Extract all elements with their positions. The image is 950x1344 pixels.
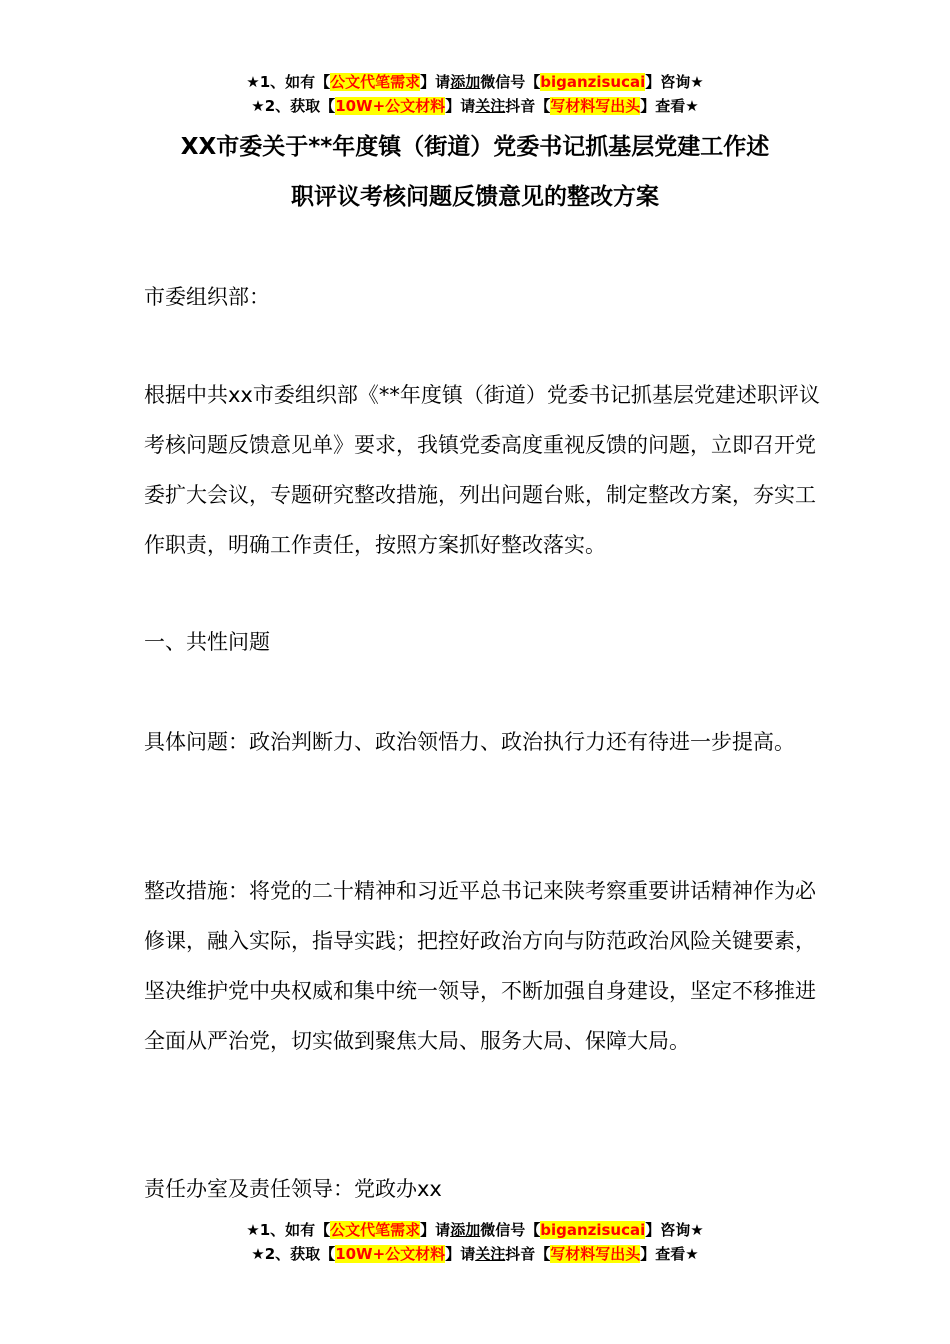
promo-highlight: biganzisucai [540, 73, 646, 91]
measures-paragraph: 整改措施：将党的二十精神和习近平总书记来陕考察重要讲话精神作为必修课，融入实际，指导实践；把控好政治方向与防范政治风险关键要素，坚决维护党中央权威和集中统一领导，不断加强自身建设，坚定不移推进全面从严治党，切实做到聚焦大局、服务大局、保障大局。 [144, 879, 816, 1053]
promo-emphasis: 关注 [475, 97, 506, 115]
intro-paragraph: 根据中共xx市委组织部《**年度镇（街道）党委书记抓基层党建述职评议考核问题反馈意见单》要求，我镇党委高度重视反馈的问题，立即召开党委扩大会议，专题研究整改措施，列出问题台账，制定整改方案，夯实工作职责，明确工作责任，按照方案抓好整改落实。 [144, 383, 820, 557]
promo-emphasis: 关注 [475, 1245, 506, 1263]
promo-text: 】请 [420, 1221, 451, 1239]
promo-banner-bottom [0, 1218, 950, 1266]
promo-highlight: 公文代笔需求 [330, 73, 421, 91]
promo-text: 抖音【 [505, 97, 551, 115]
section-heading: 一、共性问题 [144, 630, 270, 654]
promo-highlight: biganzisucai [540, 1221, 646, 1239]
promo-line-1 [0, 70, 950, 94]
promo-text: ★1、如有【 [246, 1221, 331, 1239]
promo-text: ★1、如有【 [246, 73, 331, 91]
promo-highlight: 10W+公文材料 [335, 97, 446, 115]
promo-text: 】咨询★ [645, 73, 704, 91]
promo-line-2 [0, 94, 950, 118]
promo-highlight: 写材料写出头 [550, 1245, 641, 1263]
promo-banner-top [0, 70, 950, 118]
promo-text: 微信号【 [480, 1221, 541, 1239]
promo-highlight: 10W+公文材料 [335, 1245, 446, 1263]
promo-text: 】请 [445, 1245, 476, 1263]
promo-emphasis: 添加 [450, 1221, 481, 1239]
promo-line-1 [0, 1218, 950, 1242]
promo-text: ★2、获取【 [251, 1245, 336, 1263]
document-title-line-1: XX市委关于**年度镇（街道）党委书记抓基层党建工作述 [180, 134, 770, 160]
promo-highlight: 写材料写出头 [550, 97, 641, 115]
promo-text: ★2、获取【 [251, 97, 336, 115]
promo-text: 】查看★ [640, 97, 699, 115]
salutation: 市委组织部： [144, 285, 270, 309]
promo-text: 】请 [445, 97, 476, 115]
promo-text: 】查看★ [640, 1245, 699, 1263]
document-title-line-2: 职评议考核问题反馈意见的整改方案 [291, 184, 659, 210]
responsible-paragraph: 责任办室及责任领导：党政办xx [144, 1177, 442, 1201]
promo-text: 微信号【 [480, 73, 541, 91]
promo-emphasis: 添加 [450, 73, 481, 91]
promo-text: 】咨询★ [645, 1221, 704, 1239]
promo-line-2 [0, 1242, 950, 1266]
promo-text: 】请 [420, 73, 451, 91]
promo-highlight: 公文代笔需求 [330, 1221, 421, 1239]
problem-paragraph: 具体问题：政治判断力、政治领悟力、政治执行力还有待进一步提高。 [144, 730, 795, 754]
promo-text: 抖音【 [505, 1245, 551, 1263]
